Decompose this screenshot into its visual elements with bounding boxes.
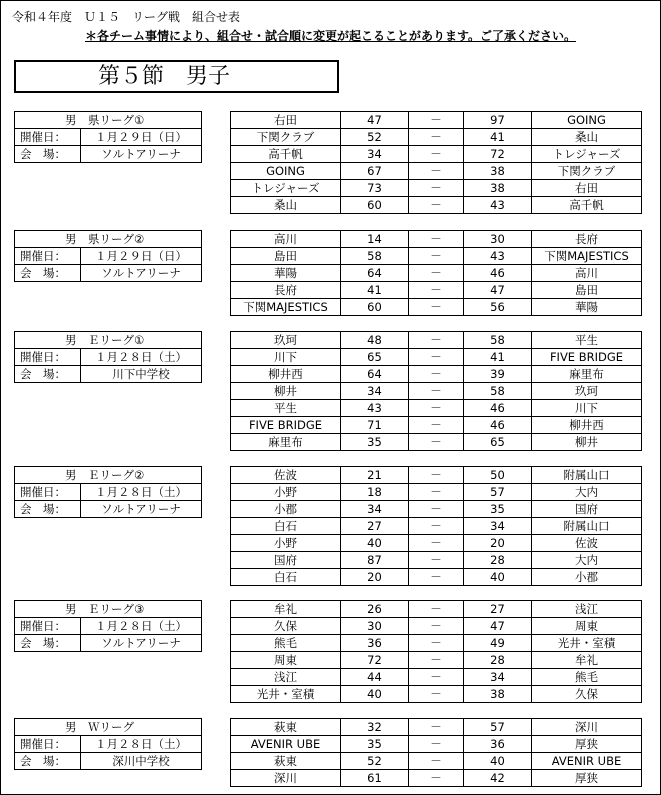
score-dash: － (409, 467, 464, 484)
away-score: 38 (464, 686, 532, 703)
home-score: 27 (341, 518, 409, 535)
league-name: 男 Ｅリーグ② (15, 467, 202, 484)
league-venue: 川下中学校 (81, 366, 202, 383)
away-team: AVENIR UBE (532, 753, 642, 770)
league-date: １月２８日（土） (81, 484, 202, 501)
away-team: 右田 (532, 180, 642, 197)
date-row (15, 618, 202, 635)
home-score: 40 (341, 686, 409, 703)
home-score: 52 (341, 129, 409, 146)
game-row (231, 129, 642, 146)
game-row (231, 618, 642, 635)
league-info-table (14, 466, 202, 518)
away-score: 72 (464, 146, 532, 163)
score-dash: － (409, 349, 464, 366)
game-row (231, 535, 642, 552)
home-score: 61 (341, 770, 409, 787)
away-team: 高川 (532, 265, 642, 282)
home-team: トレジャーズ (231, 180, 341, 197)
home-score: 60 (341, 197, 409, 214)
home-team: AVENIR UBE (231, 736, 341, 753)
game-row (231, 719, 642, 736)
home-score: 30 (341, 618, 409, 635)
date-row (15, 484, 202, 501)
home-score: 18 (341, 484, 409, 501)
league-venue: ソルトアリーナ (81, 265, 202, 282)
away-score: 97 (464, 112, 532, 129)
league-date: １月２８日（土） (81, 349, 202, 366)
game-row (231, 299, 642, 316)
home-team: 麻里布 (231, 434, 341, 451)
away-score: 46 (464, 417, 532, 434)
away-score: 49 (464, 635, 532, 652)
game-row (231, 753, 642, 770)
home-team: 国府 (231, 552, 341, 569)
away-score: 57 (464, 719, 532, 736)
game-row (231, 569, 642, 586)
away-score: 56 (464, 299, 532, 316)
score-dash: － (409, 282, 464, 299)
home-score: 64 (341, 366, 409, 383)
home-score: 14 (341, 231, 409, 248)
home-team: 萩東 (231, 719, 341, 736)
games-table (230, 230, 642, 316)
home-score: 35 (341, 434, 409, 451)
game-row (231, 231, 642, 248)
home-team: 高千帆 (231, 146, 341, 163)
away-score: 58 (464, 383, 532, 400)
league-date: １月２８日（土） (81, 618, 202, 635)
away-team: 川下 (532, 400, 642, 417)
date-label: 開催日： (15, 736, 81, 753)
home-team: 長府 (231, 282, 341, 299)
home-team: 光井・室積 (231, 686, 341, 703)
away-score: 34 (464, 669, 532, 686)
away-team: 長府 (532, 231, 642, 248)
score-dash: － (409, 417, 464, 434)
game-row (231, 400, 642, 417)
score-dash: － (409, 635, 464, 652)
away-team: 華陽 (532, 299, 642, 316)
away-score: 43 (464, 197, 532, 214)
venue-label: 会 場： (15, 635, 81, 652)
score-dash: － (409, 569, 464, 586)
score-dash: － (409, 265, 464, 282)
game-row (231, 265, 642, 282)
score-dash: － (409, 753, 464, 770)
game-row (231, 383, 642, 400)
game-row (231, 484, 642, 501)
away-team: 島田 (532, 282, 642, 299)
game-row (231, 552, 642, 569)
league-info-table (14, 230, 202, 282)
league-venue: ソルトアリーナ (81, 635, 202, 652)
away-team: 深川 (532, 719, 642, 736)
league-name: 男 Ｅリーグ① (15, 332, 202, 349)
home-team: 平生 (231, 400, 341, 417)
league-name-row (15, 719, 202, 736)
league-date: １月２９日（日） (81, 129, 202, 146)
date-row (15, 129, 202, 146)
away-score: 34 (464, 518, 532, 535)
away-team: 桑山 (532, 129, 642, 146)
away-score: 50 (464, 467, 532, 484)
home-team: 高川 (231, 231, 341, 248)
score-dash: － (409, 686, 464, 703)
home-team: GOING (231, 163, 341, 180)
game-row (231, 146, 642, 163)
notice-text: ＊各チーム事情により、組合せ・試合順に変更が起こることがあります。ご了承ください。 (84, 29, 577, 43)
venue-row (15, 146, 202, 163)
date-label: 開催日： (15, 129, 81, 146)
home-score: 87 (341, 552, 409, 569)
home-score: 20 (341, 569, 409, 586)
away-score: 41 (464, 349, 532, 366)
away-score: 30 (464, 231, 532, 248)
game-row (231, 736, 642, 753)
date-label: 開催日： (15, 349, 81, 366)
score-dash: － (409, 652, 464, 669)
game-row (231, 349, 642, 366)
score-dash: － (409, 719, 464, 736)
home-score: 58 (341, 248, 409, 265)
home-score: 36 (341, 635, 409, 652)
score-dash: － (409, 736, 464, 753)
home-team: 川下 (231, 349, 341, 366)
league-venue: 深川中学校 (81, 753, 202, 770)
home-team: 白石 (231, 569, 341, 586)
date-row (15, 349, 202, 366)
league-name: 男 Ｅリーグ③ (15, 601, 202, 618)
home-team: 下関クラブ (231, 129, 341, 146)
home-team: FIVE BRIDGE (231, 417, 341, 434)
league-name-row (15, 601, 202, 618)
away-score: 39 (464, 366, 532, 383)
league-info-table (14, 331, 202, 383)
home-score: 52 (341, 753, 409, 770)
away-team: 大内 (532, 552, 642, 569)
score-dash: － (409, 400, 464, 417)
game-row (231, 669, 642, 686)
away-team: 大内 (532, 484, 642, 501)
score-dash: － (409, 332, 464, 349)
league-date: １月２９日（日） (81, 248, 202, 265)
home-team: 小野 (231, 484, 341, 501)
score-dash: － (409, 112, 464, 129)
home-team: 右田 (231, 112, 341, 129)
away-team: 周東 (532, 618, 642, 635)
date-label: 開催日： (15, 618, 81, 635)
home-score: 34 (341, 146, 409, 163)
home-team: 周東 (231, 652, 341, 669)
away-team: 玖珂 (532, 383, 642, 400)
venue-row (15, 753, 202, 770)
away-team: 柳井西 (532, 417, 642, 434)
away-team: 光井・室積 (532, 635, 642, 652)
away-team: 附属山口 (532, 467, 642, 484)
home-team: 白石 (231, 518, 341, 535)
away-team: 久保 (532, 686, 642, 703)
score-dash: － (409, 383, 464, 400)
home-team: 佐波 (231, 467, 341, 484)
away-team: 小郡 (532, 569, 642, 586)
away-score: 58 (464, 332, 532, 349)
away-score: 43 (464, 248, 532, 265)
league-info-table (14, 600, 202, 652)
games-table (230, 466, 642, 586)
away-team: 柳井 (532, 434, 642, 451)
home-score: 72 (341, 652, 409, 669)
score-dash: － (409, 669, 464, 686)
home-team: 柳井 (231, 383, 341, 400)
game-row (231, 332, 642, 349)
game-row (231, 434, 642, 451)
games-table (230, 600, 642, 703)
home-team: 深川 (231, 770, 341, 787)
home-score: 41 (341, 282, 409, 299)
away-team: GOING (532, 112, 642, 129)
home-score: 73 (341, 180, 409, 197)
home-team: 牟礼 (231, 601, 341, 618)
home-score: 40 (341, 535, 409, 552)
score-dash: － (409, 501, 464, 518)
away-score: 47 (464, 282, 532, 299)
game-row (231, 163, 642, 180)
score-dash: － (409, 299, 464, 316)
home-team: 玖珂 (231, 332, 341, 349)
away-score: 28 (464, 652, 532, 669)
section-title: 第５節 男子 (14, 60, 339, 93)
games-table (230, 111, 642, 214)
away-score: 35 (464, 501, 532, 518)
score-dash: － (409, 180, 464, 197)
game-row (231, 282, 642, 299)
home-team: 桑山 (231, 197, 341, 214)
home-score: 67 (341, 163, 409, 180)
score-dash: － (409, 197, 464, 214)
home-team: 萩東 (231, 753, 341, 770)
score-dash: － (409, 535, 464, 552)
away-score: 42 (464, 770, 532, 787)
away-team: 下関クラブ (532, 163, 642, 180)
home-team: 下関MAJESTICS (231, 299, 341, 316)
league-venue: ソルトアリーナ (81, 146, 202, 163)
away-team: 佐波 (532, 535, 642, 552)
score-dash: － (409, 601, 464, 618)
away-team: 熊毛 (532, 669, 642, 686)
away-team: トレジャーズ (532, 146, 642, 163)
venue-label: 会 場： (15, 265, 81, 282)
away-score: 40 (464, 753, 532, 770)
home-score: 64 (341, 265, 409, 282)
home-team: 小野 (231, 535, 341, 552)
away-score: 27 (464, 601, 532, 618)
away-score: 46 (464, 400, 532, 417)
home-score: 35 (341, 736, 409, 753)
away-team: 牟礼 (532, 652, 642, 669)
away-score: 41 (464, 129, 532, 146)
score-dash: － (409, 163, 464, 180)
away-score: 40 (464, 569, 532, 586)
game-row (231, 467, 642, 484)
game-row (231, 417, 642, 434)
home-score: 48 (341, 332, 409, 349)
game-row (231, 180, 642, 197)
away-team: 麻里布 (532, 366, 642, 383)
home-score: 32 (341, 719, 409, 736)
away-score: 38 (464, 163, 532, 180)
venue-label: 会 場： (15, 501, 81, 518)
score-dash: － (409, 366, 464, 383)
home-score: 65 (341, 349, 409, 366)
games-table (230, 718, 642, 787)
score-dash: － (409, 129, 464, 146)
score-dash: － (409, 231, 464, 248)
away-team: 附属山口 (532, 518, 642, 535)
venue-label: 会 場： (15, 146, 81, 163)
game-row (231, 686, 642, 703)
league-venue: ソルトアリーナ (81, 501, 202, 518)
home-score: 43 (341, 400, 409, 417)
venue-row (15, 635, 202, 652)
away-team: 厚狭 (532, 736, 642, 753)
venue-row (15, 366, 202, 383)
league-info-table (14, 111, 202, 163)
away-team: 高千帆 (532, 197, 642, 214)
league-name: 男 県リーグ① (15, 112, 202, 129)
game-row (231, 112, 642, 129)
date-label: 開催日： (15, 484, 81, 501)
home-team: 柳井西 (231, 366, 341, 383)
game-row (231, 501, 642, 518)
game-row (231, 601, 642, 618)
home-team: 熊毛 (231, 635, 341, 652)
away-score: 65 (464, 434, 532, 451)
league-date: １月２８日（土） (81, 736, 202, 753)
venue-label: 会 場： (15, 366, 81, 383)
league-name: 男 Ｗリーグ (15, 719, 202, 736)
score-dash: － (409, 552, 464, 569)
game-row (231, 770, 642, 787)
home-score: 44 (341, 669, 409, 686)
away-score: 20 (464, 535, 532, 552)
league-name-row (15, 112, 202, 129)
score-dash: － (409, 518, 464, 535)
score-dash: － (409, 248, 464, 265)
home-team: 小郡 (231, 501, 341, 518)
score-dash: － (409, 770, 464, 787)
venue-row (15, 265, 202, 282)
document-title: 令和４年度 Ｕ１５ リーグ戦 組合せ表 (12, 10, 241, 24)
away-score: 47 (464, 618, 532, 635)
away-team: 平生 (532, 332, 642, 349)
home-score: 60 (341, 299, 409, 316)
home-score: 26 (341, 601, 409, 618)
away-team: 厚狭 (532, 770, 642, 787)
game-row (231, 635, 642, 652)
home-team: 浅江 (231, 669, 341, 686)
away-score: 38 (464, 180, 532, 197)
games-table (230, 331, 642, 451)
date-label: 開催日： (15, 248, 81, 265)
away-score: 28 (464, 552, 532, 569)
home-score: 47 (341, 112, 409, 129)
game-row (231, 197, 642, 214)
venue-row (15, 501, 202, 518)
league-name-row (15, 332, 202, 349)
home-team: 久保 (231, 618, 341, 635)
home-score: 34 (341, 501, 409, 518)
home-score: 71 (341, 417, 409, 434)
home-team: 島田 (231, 248, 341, 265)
score-dash: － (409, 146, 464, 163)
away-team: FIVE BRIDGE (532, 349, 642, 366)
home-score: 34 (341, 383, 409, 400)
league-name-row (15, 231, 202, 248)
game-row (231, 248, 642, 265)
venue-label: 会 場： (15, 753, 81, 770)
score-dash: － (409, 484, 464, 501)
league-name: 男 県リーグ② (15, 231, 202, 248)
score-dash: － (409, 618, 464, 635)
date-row (15, 248, 202, 265)
game-row (231, 518, 642, 535)
home-score: 21 (341, 467, 409, 484)
away-score: 36 (464, 736, 532, 753)
away-team: 下関MAJESTICS (532, 248, 642, 265)
game-row (231, 652, 642, 669)
home-team: 華陽 (231, 265, 341, 282)
league-name-row (15, 467, 202, 484)
date-row (15, 736, 202, 753)
game-row (231, 366, 642, 383)
away-team: 国府 (532, 501, 642, 518)
away-score: 46 (464, 265, 532, 282)
away-score: 57 (464, 484, 532, 501)
score-dash: － (409, 434, 464, 451)
league-info-table (14, 718, 202, 770)
away-team: 浅江 (532, 601, 642, 618)
